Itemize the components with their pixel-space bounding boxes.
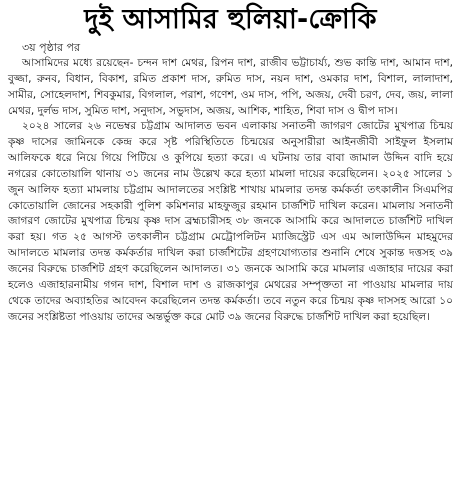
paragraph-case-background: ২০২৪ সালের ২৬ নভেম্বর চট্টগ্রাম আদালত ভবন এলাকায় সনাতনী জাগরণ জোটের মুখপাত্র চিন্ময় কৃষ্ণ দাসের জামিনকে কেন্দ্র করে সৃষ্ট পরিস্থিতিতে চিন্ময়ের অনুসারীরা আইনজীবী সাইফুল ইসলাম আলিফকে ধরে নিয়ে গিয়ে পিটিয়ে ও কুপিয়ে হত্যা করে। এ ঘটনায় তার বাবা জামাল উদ্দিন বাদি হয়ে নগরের কোতোয়ালি থানায় ৩১ জনের নাম উল্লেখ করে হত্যা মামলা দায়ের করেছিলেন। ২০২৫ সালের ১ জুন আলিফ হত্যা মামলায় চট্টগ্রাম আদালতের সংশ্লিষ্ট শাখায় মামলার তদন্ত কর্মকর্তা তৎকালীন সিএমপির কোতোয়ালি জোনের সহকারী পুলিশ কমিশনার মাহফুজুর রহমান চার্জশিট দাখিল করেন। মামলায় সনাতনী জাগরণ জোটের মুখপাত্র চিন্ময় কৃষ্ণ দাস ব্রহ্মচারীসহ ৩৮ জনকে আসামি করে আদালতে চার্জশিট দাখিল করা হয়। গত ২৫ আগস্ট তৎকালীন চট্টগ্রাম মেট্রোপলিটন ম্যাজিস্ট্রেট এস এম আলাউদ্দিন মাহমুদের আদালতে মামলার তদন্ত কর্মকর্তার দাখিল করা চার্জশিটের গ্রহণযোগ্যতার শুনানি শেষে সুকান্ত দত্তসহ ৩৯ জনের বিরুদ্ধে চার্জশিট গ্রহণ করেছিলেন আদালত। ৩১ জনকে আসামি করে মামলার এজাহার দায়ের করা হলেও এজাহারনামীয় গগন দাশ, বিশাল দাশ ও রাজকাপুর মেথরের সম্পৃক্ততা না পাওয়ায় মামলার দায় থেকে তাদের অব্যাহতির আবেদন করেছিলেন তদন্ত কর্মকর্তা। তবে নতুন করে চিন্ময় কৃষ্ণ দাসসহ আরো ১০ জনের সংশ্লিষ্টতা পাওয়ায় তাদের অন্তর্ভুক্ত করে মোট ৩৯ জনের বিরুদ্ধে চার্জশিট দাখিল করা হয়েছিল।: [8, 120, 453, 323]
continued-from-label: ৩য় পৃষ্ঠার পর: [22, 41, 81, 54]
article-body: [8, 56, 453, 325]
headline: দুই আসামির হুলিয়া-ক্রোকি: [84, 4, 377, 35]
paragraph-accused-list: আসামিদের মধ্যে রয়েছেন- চন্দন দাশ মেথর, রিপন দাশ, রাজীব ভট্টাচার্য্য, শুভ কান্তি দাশ, আমান দাশ, বুজ্জা, রুনব, বিধান, বিকাশ, রমিত প্রকাশ দাস, রুমিত দাস, নয়ন দাশ, ওমকার দাশ, বিশাল, লালাদাশ, সামীর, সোহেলদাশ, শিবকুমার, বিগলাল, পরাশ, গণেশ, ওম দাস, পপি, অজয়, দেবী চরণ, দেব, জয়, লালা মেথর, দুর্লভ দাস, সুমিত দাশ, সনুদাস, সভুদাস, অজয়, আশিক, শাহিত, শিবা দাস ও দ্বীপ দাস।: [8, 57, 453, 117]
